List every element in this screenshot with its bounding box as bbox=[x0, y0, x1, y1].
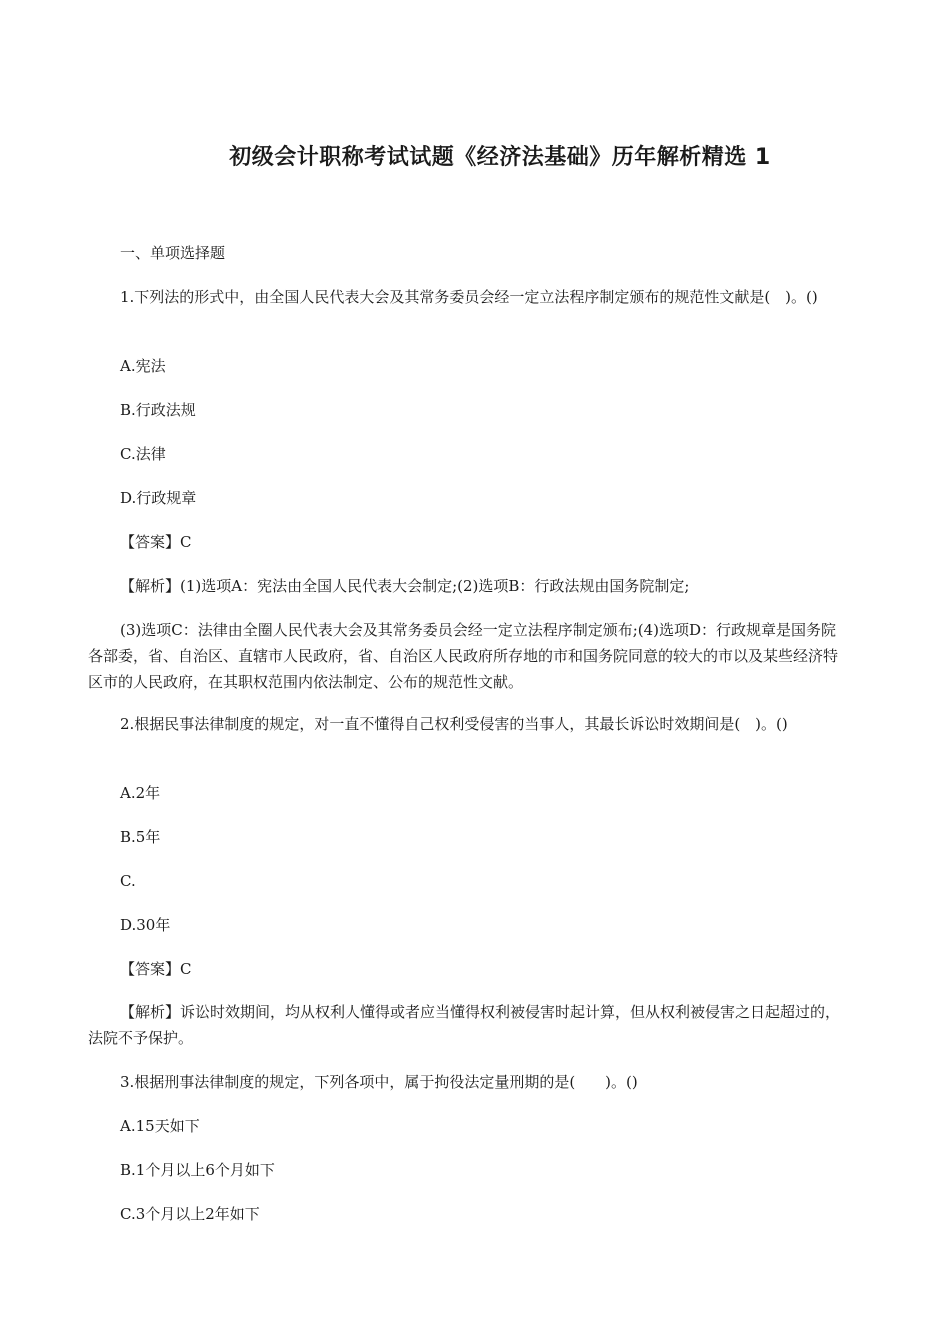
q1-option-c: C.法律 bbox=[120, 445, 166, 463]
q1-option-d: D.行政规章 bbox=[120, 489, 197, 507]
q2-explanation: 【解析】诉讼时效期间，均从权利人懂得或者应当懂得权利被侵害时起计算，但从权利被侵害之日起超过的，法院不予保护。 bbox=[88, 1003, 841, 1047]
q1-option-b: B.行政法规 bbox=[120, 401, 196, 419]
question-1: 1.下列法的形式中，由全国人民代表大会及其常务委员会经一定立法程序制定颁布的规范性文献是( )。() bbox=[120, 288, 818, 306]
q3-option-a: A.15天如下 bbox=[120, 1117, 200, 1135]
document-title: 初级会计职称考试试题《经济法基础》历年解析精选 1 bbox=[229, 145, 771, 170]
q2-option-a: A.2年 bbox=[120, 784, 161, 802]
q2-option-d: D.30年 bbox=[120, 916, 171, 934]
q2-option-b: B.5年 bbox=[120, 828, 161, 846]
q2-answer: 【答案】C bbox=[120, 960, 192, 978]
q1-answer: 【答案】C bbox=[120, 533, 192, 551]
q3-option-c: C.3个月以上2年如下 bbox=[120, 1205, 260, 1223]
question-2: 2.根据民事法律制度的规定，对一直不懂得自己权利受侵害的当事人，其最长诉讼时效期间是( )。() bbox=[120, 715, 788, 733]
q1-explanation-2: (3)选项C：法律由全圈人民代表大会及其常务委员会经一定立法程序制定颁布;(4)选项D：行政规章是国务院各部委，省、自治区、直辖市人民政府，省、自治区人民政府所存地的市和国务院同意的较大的市以及某些经济特区市的人民政府，在其职权范围内依法制定、公布的规范性文献。 bbox=[88, 621, 839, 691]
section-heading: 一、单项选择题 bbox=[120, 244, 226, 262]
q1-explanation-1: 【解析】(1)选项A：宪法由全国人民代表大会制定;(2)选项B：行政法规由国务院制定; bbox=[120, 577, 690, 595]
q2-option-c: C. bbox=[120, 872, 136, 890]
q3-option-b: B.1个月以上6个月如下 bbox=[120, 1161, 275, 1179]
q1-option-a: A.宪法 bbox=[120, 357, 166, 375]
question-3: 3.根据刑事法律制度的规定，下列各项中，属于拘役法定量刑期的是( )。() bbox=[120, 1073, 638, 1091]
